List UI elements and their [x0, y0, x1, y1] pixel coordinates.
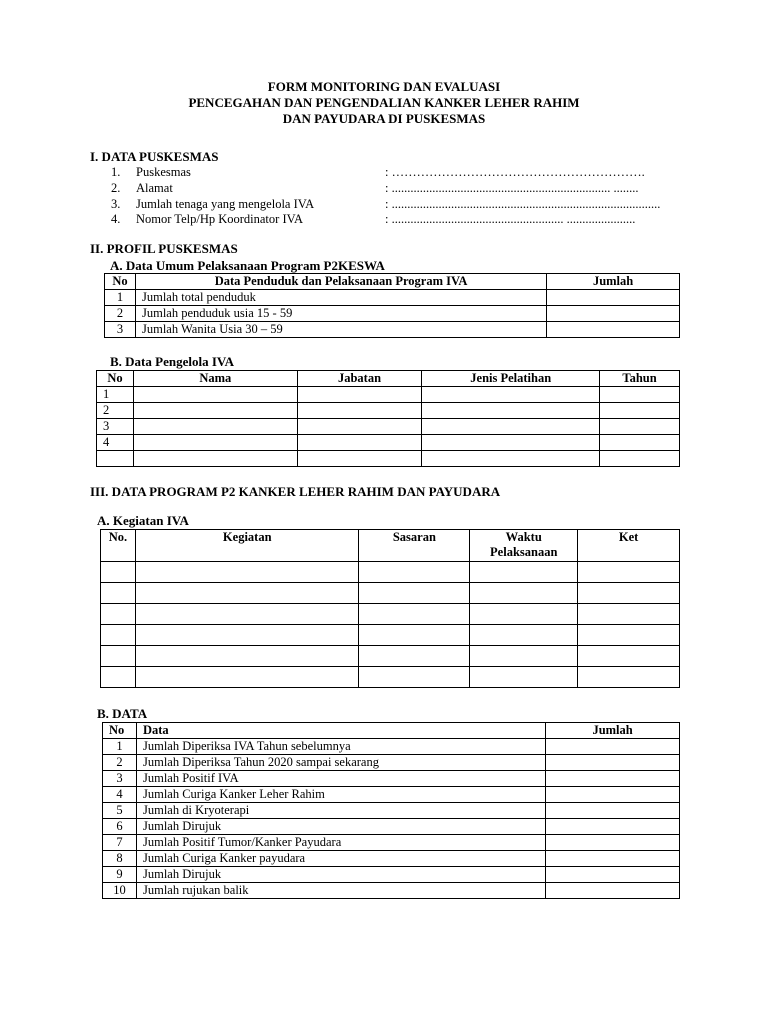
table-row	[105, 306, 680, 322]
row-no: 2	[105, 306, 136, 322]
table-row	[101, 667, 680, 688]
row-label: Jumlah Dirujuk	[136, 819, 545, 835]
jumlah-cell[interactable]	[547, 322, 680, 338]
table-row	[103, 883, 680, 899]
jumlah-cell[interactable]	[546, 883, 680, 899]
header-data: Data	[136, 723, 545, 739]
puskesmas-field[interactable]: : …………………………………………………….	[385, 165, 645, 179]
alamat-field[interactable]: : ...................................................................... ........	[385, 181, 639, 195]
table-row	[101, 604, 680, 625]
item-number: 4.	[111, 212, 121, 226]
jabatan-cell[interactable]	[297, 387, 422, 403]
jumlah-cell[interactable]	[546, 867, 680, 883]
section-2-heading: II. PROFIL PUSKESMAS	[90, 241, 238, 256]
table-row	[97, 435, 680, 451]
waktu-cell[interactable]	[470, 604, 578, 625]
ket-cell[interactable]	[578, 646, 680, 667]
header-ket: Ket	[578, 530, 680, 562]
section-2b-heading: B. Data Pengelola IVA	[110, 354, 234, 369]
row-no: 10	[103, 883, 137, 899]
header-jenis-pelatihan: Jenis Pelatihan	[422, 371, 600, 387]
sasaran-cell[interactable]	[359, 583, 470, 604]
table-row	[105, 290, 680, 306]
pelatihan-cell[interactable]	[422, 387, 600, 403]
table-row	[97, 419, 680, 435]
table-header-row	[103, 723, 680, 739]
jabatan-cell[interactable]	[297, 419, 422, 435]
row-no: 1	[103, 739, 137, 755]
header-no: No	[105, 274, 136, 290]
table-row	[103, 867, 680, 883]
header-jumlah: Jumlah	[547, 274, 680, 290]
tahun-cell[interactable]	[600, 451, 680, 467]
ket-cell[interactable]	[578, 583, 680, 604]
pengelola-table	[96, 370, 680, 467]
telp-field[interactable]: : ....................................................... ......................	[385, 212, 636, 226]
table-header-row	[97, 371, 680, 387]
row-label: Jumlah Curiga Kanker payudara	[136, 851, 545, 867]
nama-cell[interactable]	[133, 419, 297, 435]
item-label-tenaga: Jumlah tenaga yang mengelola IVA	[136, 197, 315, 211]
row-no: 2	[97, 403, 134, 419]
header-kegiatan: Kegiatan	[135, 530, 358, 562]
row-label: Jumlah Positif Tumor/Kanker Payudara	[136, 835, 545, 851]
header-tahun: Tahun	[600, 371, 680, 387]
item-number: 3.	[111, 197, 121, 211]
table-row	[101, 562, 680, 583]
jumlah-cell[interactable]	[547, 290, 680, 306]
table-row	[101, 646, 680, 667]
kegiatan-cell[interactable]	[135, 667, 358, 688]
form-title	[0, 79, 768, 127]
tahun-cell[interactable]	[600, 419, 680, 435]
row-no: 7	[103, 835, 137, 851]
header-sasaran: Sasaran	[359, 530, 470, 562]
row-label: Jumlah Dirujuk	[136, 867, 545, 883]
row-no: 4	[97, 435, 134, 451]
jumlah-cell[interactable]	[546, 771, 680, 787]
ket-cell[interactable]	[578, 562, 680, 583]
row-no: 6	[103, 819, 137, 835]
section-1-heading: I. DATA PUSKESMAS	[90, 149, 219, 164]
no-cell[interactable]	[101, 604, 136, 625]
section-3-heading: III. DATA PROGRAM P2 KANKER LEHER RAHIM DAN PAYUDARA	[90, 484, 501, 499]
kegiatan-cell[interactable]	[135, 604, 358, 625]
table-row	[97, 387, 680, 403]
item-number: 1.	[111, 165, 121, 179]
waktu-cell[interactable]	[470, 562, 578, 583]
row-label: Jumlah penduduk usia 15 - 59	[135, 306, 546, 322]
row-no: 1	[105, 290, 136, 306]
row-no: 3	[97, 419, 134, 435]
jumlah-cell[interactable]	[547, 306, 680, 322]
kegiatan-cell[interactable]	[135, 646, 358, 667]
waktu-cell[interactable]	[470, 625, 578, 646]
row-label: Jumlah di Kryoterapi	[136, 803, 545, 819]
table-header-row	[105, 274, 680, 290]
jumlah-cell[interactable]	[546, 803, 680, 819]
table-row	[97, 403, 680, 419]
kegiatan-cell[interactable]	[135, 562, 358, 583]
header-waktu-pelaksanaan	[470, 530, 578, 562]
header-jumlah: Jumlah	[546, 723, 680, 739]
table-row	[103, 771, 680, 787]
jabatan-cell[interactable]	[297, 451, 422, 467]
header-waktu-line-1: Waktu	[505, 530, 542, 544]
jumlah-cell[interactable]	[546, 787, 680, 803]
nama-cell[interactable]	[133, 387, 297, 403]
row-no: 4	[103, 787, 137, 803]
data-umum-table	[104, 273, 680, 338]
row-label: Jumlah Diperiksa IVA Tahun sebelumnya	[136, 739, 545, 755]
table-row	[103, 787, 680, 803]
jumlah-cell[interactable]	[546, 755, 680, 771]
row-label: Jumlah Curiga Kanker Leher Rahim	[136, 787, 545, 803]
table-row	[103, 803, 680, 819]
row-no: 3	[105, 322, 136, 338]
row-no: 1	[97, 387, 134, 403]
header-no: No	[103, 723, 137, 739]
table-row	[103, 835, 680, 851]
header-waktu-line-2: Pelaksanaan	[490, 545, 558, 559]
row-label: Jumlah total penduduk	[135, 290, 546, 306]
table-row	[97, 451, 680, 467]
tahun-cell[interactable]	[600, 435, 680, 451]
row-no: 9	[103, 867, 137, 883]
header-nama: Nama	[133, 371, 297, 387]
waktu-cell[interactable]	[470, 646, 578, 667]
kegiatan-cell[interactable]	[135, 625, 358, 646]
row-label: Jumlah Wanita Usia 30 – 59	[135, 322, 546, 338]
waktu-cell[interactable]	[470, 667, 578, 688]
row-no	[97, 451, 134, 467]
jumlah-cell[interactable]	[546, 835, 680, 851]
table-header-row	[101, 530, 680, 562]
table-row	[103, 851, 680, 867]
sasaran-cell[interactable]	[359, 667, 470, 688]
jabatan-cell[interactable]	[297, 403, 422, 419]
header-data-penduduk: Data Penduduk dan Pelaksanaan Program IVA	[135, 274, 546, 290]
sasaran-cell[interactable]	[359, 625, 470, 646]
title-line-1: FORM MONITORING DAN EVALUASI	[267, 79, 501, 94]
table-row	[105, 322, 680, 338]
nama-cell[interactable]	[133, 403, 297, 419]
jabatan-cell[interactable]	[297, 435, 422, 451]
row-label: Jumlah Positif IVA	[136, 771, 545, 787]
ket-cell[interactable]	[578, 604, 680, 625]
header-no: No	[97, 371, 134, 387]
pelatihan-cell[interactable]	[422, 451, 600, 467]
no-cell[interactable]	[101, 667, 136, 688]
waktu-cell[interactable]	[470, 583, 578, 604]
data-table	[102, 722, 680, 899]
no-cell[interactable]	[101, 583, 136, 604]
kegiatan-iva-table	[100, 529, 680, 688]
no-cell[interactable]	[101, 562, 136, 583]
table-row	[101, 583, 680, 604]
table-row	[103, 739, 680, 755]
section-3b-heading: B. DATA	[97, 706, 148, 721]
sasaran-cell[interactable]	[359, 646, 470, 667]
table-row	[101, 625, 680, 646]
pelatihan-cell[interactable]	[422, 419, 600, 435]
item-number: 2.	[111, 181, 121, 195]
row-no: 8	[103, 851, 137, 867]
ket-cell[interactable]	[578, 667, 680, 688]
tenaga-field[interactable]: : ......................................................................................	[385, 197, 661, 211]
table-row	[103, 755, 680, 771]
tahun-cell[interactable]	[600, 387, 680, 403]
row-no: 5	[103, 803, 137, 819]
nama-cell[interactable]	[133, 435, 297, 451]
header-jabatan: Jabatan	[297, 371, 422, 387]
row-no: 2	[103, 755, 137, 771]
section-2a-heading: A. Data Umum Pelaksanaan Program P2KESWA	[110, 258, 385, 273]
no-cell[interactable]	[101, 625, 136, 646]
row-label: Jumlah Diperiksa Tahun 2020 sampai sekarang	[136, 755, 545, 771]
item-label-puskesmas: Puskesmas	[136, 165, 191, 179]
row-label: Jumlah rujukan balik	[136, 883, 545, 899]
tahun-cell[interactable]	[600, 403, 680, 419]
pelatihan-cell[interactable]	[422, 435, 600, 451]
pelatihan-cell[interactable]	[422, 403, 600, 419]
no-cell[interactable]	[101, 646, 136, 667]
item-label-telp: Nomor Telp/Hp Koordinator IVA	[136, 212, 304, 226]
item-label-alamat: Alamat	[136, 181, 173, 195]
jumlah-cell[interactable]	[546, 819, 680, 835]
title-line-3: DAN PAYUDARA DI PUSKESMAS	[282, 111, 486, 126]
jumlah-cell[interactable]	[546, 851, 680, 867]
row-no: 3	[103, 771, 137, 787]
title-line-2: PENCEGAHAN DAN PENGENDALIAN KANKER LEHER RAHIM	[188, 95, 580, 110]
section-3a-heading: A. Kegiatan IVA	[97, 513, 189, 528]
jumlah-cell[interactable]	[546, 739, 680, 755]
sasaran-cell[interactable]	[359, 604, 470, 625]
header-no: No.	[101, 530, 136, 562]
kegiatan-cell[interactable]	[135, 583, 358, 604]
nama-cell[interactable]	[133, 451, 297, 467]
table-row	[103, 819, 680, 835]
ket-cell[interactable]	[578, 625, 680, 646]
sasaran-cell[interactable]	[359, 562, 470, 583]
